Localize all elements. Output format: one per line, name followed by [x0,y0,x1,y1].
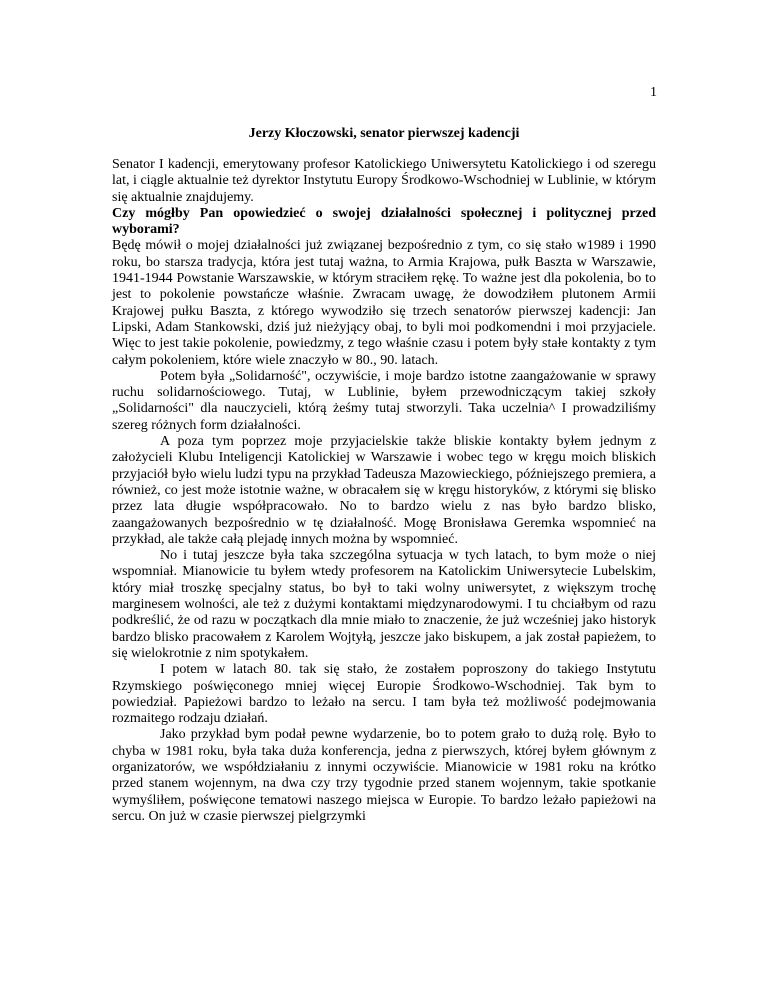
answer-paragraph: A poza tym poprzez moje przyjacielskie także bliskie kontakty byłem jednym z założycieli Klubu Inteligencji Katolickiej w Warszawie i wobec tego w kręgu moich bliskich przyjaciół było wielu ludzi typu na przykład Tadeusza Mazowieckiego, późniejszego premiera, a również, co jest może istotnie ważne, w obracałem się w kręgu historyków, z którymi się blisko przez lata długie współpracowało. No to bardzo wielu z nas było bardzo blisko, zaangażowanych bezpośrednio w tę działalność. Mogę Bronisława Geremka wspomnieć na przykład, ale także całą plejadę innych można by wspomnieć. [112,434,656,547]
interview-question: Czy mógłby Pan opowiedzieć o swojej działalności społecznej i politycznej przed wyborami? [112,205,656,238]
intro-paragraph: Senator I kadencji, emerytowany profesor Katolickiego Uniwersytetu Katolickiego i od szeregu lat, i ciągle aktualnie też dyrektor Instytutu Europy Środkowo-Wschodniej w Lublinie, w którym się aktualnie znajdujemy. [112,157,656,205]
document-title: Jerzy Kłoczowski, senator pierwszej kadencji [248,126,520,141]
answer-paragraph: No i tutaj jeszcze była taka szczególna sytuacja w tych latach, to bym może o niej wspomniał. Mianowicie tu byłem wtedy profesorem na Katolickim Uniwersytecie Lubelskim, który miał troszkę specjalny status, bo był to taki wolny uniwersytet, z większym trochę marginesem wolności, ale też z dużymi kontaktami międzynarodowymi. I tu chciałbym od razu podkreślić, że od razu w początkach dla mnie miało to znaczenie, że już wcześniej jako historyk bardzo blisko pracowałem z Karolem Wojtyłą, jeszcze jako biskupem, a jak został papieżem, to się wielokrotnie z nim spotykałem. [112,548,656,661]
answer-paragraph: I potem w latach 80. tak się stało, że zostałem poproszony do takiego Instytutu Rzymskiego poświęconego mniej więcej Europie Środkowo-Wschodniej. Tak bym to powiedział. Papieżowi bardzo to leżało na sercu. I tam była też możliwość podejmowania rozmaitego rodzaju działań. [112,662,656,727]
answer-paragraph: Jako przykład bym podał pewne wydarzenie, bo to potem grało to dużą rolę. Było to chyba w 1981 roku, była taka duża konferencja, jedna z pierwszych, której byłem głównym z organizatorów, we współdziałaniu z innymi oczywiście. Mianowicie w 1981 roku na krótko przed stanem wojennym, na dwa czy trzy tygodnie przed stanem wojennym, takie spotkanie wymyśliłem, poświęcone tematowi naszego miejsca w Europie. To bardzo leżało papieżowi na sercu. On już w czasie pierwszej pielgrzymki [112,727,656,824]
page-number: 1 [650,85,657,100]
answer-paragraph: Potem była „Solidarność", oczywiście, i moje bardzo istotne zaangażowanie w sprawy ruchu solidarnościowego. Tutaj, w Lublinie, byłem przewodniczącym takiej szkoły „Solidarności" dla nauczycieli, którą żeśmy tutaj stworzyli. Taka uczelnia^ I prowadziliśmy szereg różnych form działalności. [112,368,656,433]
document-body [112,157,656,825]
answer-paragraph: Będę mówił o mojej działalności już związanej bezpośrednio z tym, co się stało w1989 i 1990 roku, bo starsza tradycja, która jest tutaj ważna, to Armia Krajowa, pułk Baszta w Warszawie, 1941-1944 Powstanie Warszawskie, w którym straciłem rękę. To ważne jest dla pokolenia, bo to jest to pokolenie powstańcze właśnie. Zwracam uwagę, że dowodziłem plutonem Armii Krajowej pułku Baszta, z którego wywodziło się trzech senatorów pierwszej kadencji: Jan Lipski, Adam Stankowski, dziś już nieżyjący obaj, to byli moi podkomendni i moi przyjaciele. Więc to jest takie pokolenie, powiedzmy, z tego właśnie czasu i potem były stałe kontakty z tym całym pokoleniem, które wiele znaczyło w 80., 90. latach. [112,238,656,368]
